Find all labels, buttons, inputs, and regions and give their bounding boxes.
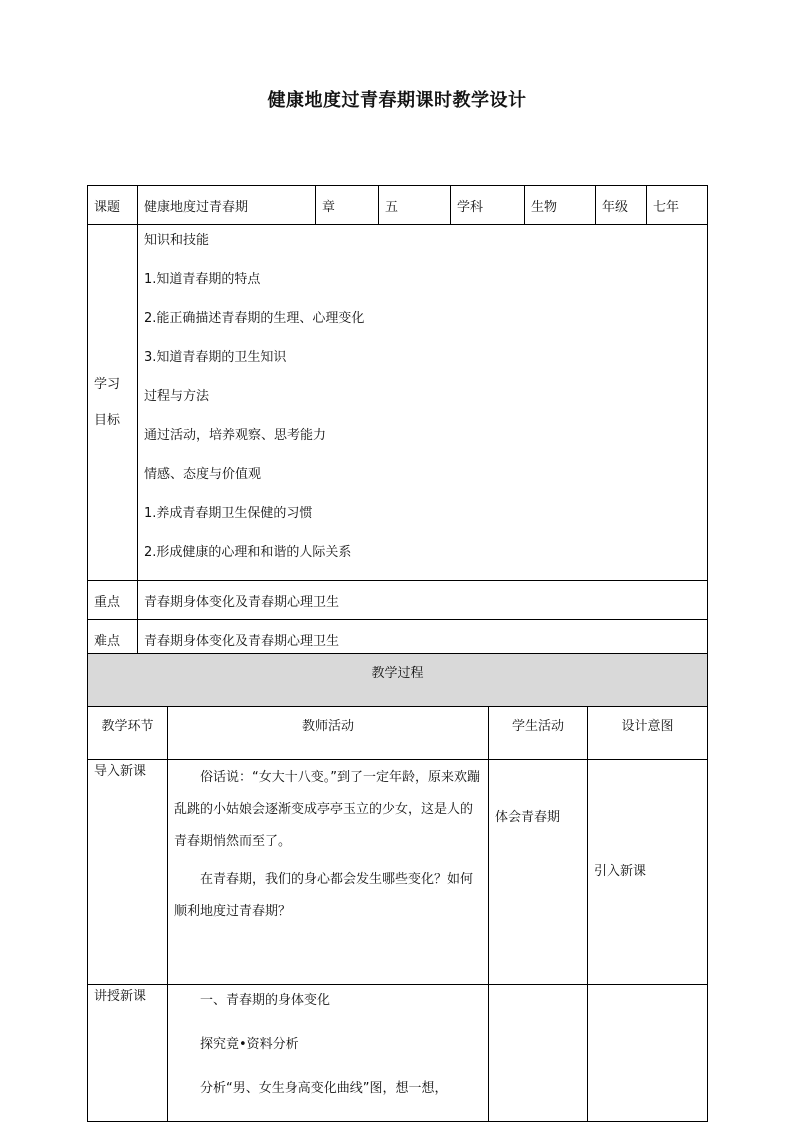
- col-header-teacher: 教师活动: [168, 707, 489, 760]
- col-header-stage: 教学环节: [88, 707, 168, 760]
- objective-line: 过程与方法: [144, 389, 210, 404]
- student-activity-cell: 体会青春期: [489, 760, 588, 985]
- objectives-label-line2: 目标: [94, 412, 121, 428]
- design-intent-cell: 引入新课: [588, 760, 708, 985]
- table-row: [88, 760, 708, 985]
- chapter-label: 章: [316, 186, 379, 225]
- key-point-row: [88, 581, 708, 620]
- col-header-intent: 设计意图: [588, 707, 708, 760]
- grade-value: 七年: [647, 186, 708, 225]
- objective-line: 情感、态度与价值观: [144, 467, 262, 482]
- objectives-label: [88, 225, 138, 581]
- objectives-row: [88, 225, 708, 581]
- objective-line: 知识和技能: [144, 233, 210, 248]
- difficulty-label: 难点: [88, 620, 138, 659]
- objective-line: 3.知道青春期的卫生知识: [144, 350, 287, 365]
- teacher-line: 探究竟•资料分析: [200, 1037, 299, 1052]
- design-intent-cell: [588, 985, 708, 1122]
- grade-label: 年级: [596, 186, 647, 225]
- objectives-label-line1: 学习: [94, 376, 121, 392]
- teaching-process-table: [87, 653, 708, 1122]
- objective-line: 1.养成青春期卫生保健的习惯: [144, 506, 313, 521]
- subject-label: 学科: [451, 186, 525, 225]
- teacher-paragraph: 在青春期，我们的身心都会发生哪些变化？如何顺利地度过青春期？: [174, 872, 474, 919]
- student-activity-cell: [489, 985, 588, 1122]
- process-header-row: [88, 707, 708, 760]
- key-point-value: 青春期身体变化及青春期心理卫生: [138, 581, 708, 620]
- teacher-paragraph: 俗话说：“女大十八变。”到了一定年龄，原来欢蹦乱跳的小姑娘会逐渐变成亭亭玉立的少女，这是人的青春期悄然而至了。: [174, 770, 480, 849]
- key-point-label: 重点: [88, 581, 138, 620]
- process-banner-row: [88, 654, 708, 707]
- subject-value: 生物: [525, 186, 596, 225]
- col-header-student: 学生活动: [489, 707, 588, 760]
- topic-label: 课题: [88, 186, 138, 225]
- difficulty-value: 青春期身体变化及青春期心理卫生: [138, 620, 708, 659]
- page-title: 健康地度过青春期课时教学设计: [267, 90, 527, 111]
- table-row: [88, 985, 708, 1122]
- objective-line: 1.知道青春期的特点: [144, 272, 261, 287]
- process-banner: 教学过程: [88, 654, 708, 707]
- stage-cell: 导入新课: [88, 760, 168, 985]
- lesson-info-table: [87, 185, 708, 659]
- topic-value: 健康地度过青春期: [138, 186, 316, 225]
- teacher-line: 分析“男、女生身高变化曲线”图，想一想，: [200, 1081, 448, 1096]
- stage-cell: 讲授新课: [88, 985, 168, 1122]
- teacher-line: 一、青春期的身体变化: [200, 993, 331, 1008]
- objective-line: 2.形成健康的心理和和谐的人际关系: [144, 545, 352, 560]
- teacher-activity-cell: [168, 760, 489, 985]
- chapter-value: 五: [379, 186, 451, 225]
- objective-line: 2.能正确描述青春期的生理、心理变化: [144, 311, 365, 326]
- teacher-activity-cell: [168, 985, 489, 1122]
- objective-line: 通过活动，培养观察、思考能力: [144, 428, 327, 443]
- info-header-row: [88, 186, 708, 225]
- objectives-content: [138, 225, 708, 581]
